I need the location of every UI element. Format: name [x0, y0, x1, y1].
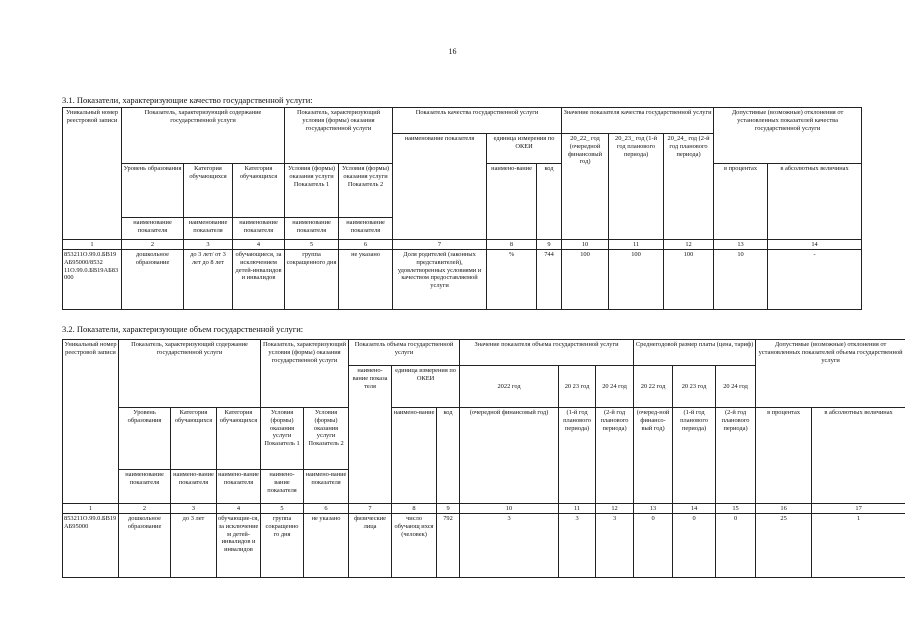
header-name-of-indicator: наимено-вание показателя — [171, 469, 217, 503]
section1-title: 3.1. Показатели, характеризующие качество государственной услуги: — [62, 95, 313, 105]
header-volume-values: Значение показателя объема государственной услуги — [460, 340, 634, 366]
header-name-of-indicator: наимено-вание показателя — [261, 469, 304, 503]
cell-registry-number: 853211О.99.0.БВ19АБ95000 — [63, 513, 119, 577]
cell-condition-1: группа сокращенного дня — [285, 249, 339, 309]
cell-condition-2: не указано — [339, 249, 393, 309]
header-name-of-indicator: наимено-вание показателя — [217, 469, 261, 503]
header-fee-year-1: 20 22 год — [634, 365, 673, 407]
header-volume-indicator: Показатель объема государственной услуги — [349, 340, 460, 366]
cell-deviation-absolute: - — [768, 249, 862, 309]
header-volume-year-1: 2022 год — [460, 365, 559, 407]
cell-value-year-2: 100 — [609, 249, 664, 309]
page-number: 16 — [448, 47, 457, 56]
header-conditions-indicator: Показатель, характеризующий условия (формы) оказания государственной услуги — [261, 340, 349, 366]
header-year-3: 20_24_ год (2-й год планового периода) — [664, 133, 714, 239]
cell-category-age: до 3 лет — [171, 513, 217, 577]
header-okei-name: наимено-вание — [392, 407, 437, 503]
column-number: 4 — [233, 239, 285, 249]
header-condition-2: Условия (формы) оказания услуги Показатель 2 — [339, 163, 393, 217]
header-name-of-indicator: наименование показателя — [233, 217, 285, 239]
column-number: 14 — [768, 239, 862, 249]
header-quality-values: Значение показателя качества государственной услуги — [562, 108, 714, 134]
column-number: 1 — [63, 503, 119, 513]
header-content-blank — [119, 365, 261, 407]
cell-deviation-absolute: 1 — [812, 513, 905, 577]
header-name-of-indicator: наименование показателя — [119, 469, 171, 503]
header-category-1: Категория обучающихся — [184, 163, 233, 217]
column-number: 10 — [562, 239, 609, 249]
header-okei-code: код — [537, 163, 562, 239]
header-name-of-indicator: наимено-вание показателя — [304, 469, 349, 503]
column-number: 9 — [437, 503, 460, 513]
header-unique-id: Уникальный номер реестровой записи — [63, 340, 119, 504]
cell-condition-1: группа сокращенно го дня — [261, 513, 304, 577]
column-number: 12 — [664, 239, 714, 249]
column-number: 13 — [634, 503, 673, 513]
header-indicator-name: наименование показателя — [393, 133, 487, 239]
header-fee-year-2: 20 23 год — [673, 365, 716, 407]
header-conditions-blank — [285, 133, 393, 163]
header-year-1: 20_22_ год (очередной финансовый год) — [562, 133, 609, 239]
header-content-indicator: Показатель, характеризующий содержание государственной услуги — [119, 340, 261, 366]
header-category-2: Категория обучающихся — [217, 407, 261, 469]
header-name-of-indicator: наименование показателя — [122, 217, 184, 239]
column-number: 15 — [716, 503, 756, 513]
header-okei-code: код — [437, 407, 460, 503]
header-unique-id: Уникальный номер реестровой записи — [63, 108, 122, 240]
header-volume-year-1-sub: (очередной финансовый год) — [460, 407, 559, 503]
column-number: 4 — [217, 503, 261, 513]
column-number: 2 — [119, 503, 171, 513]
cell-fee-year-3: 0 — [716, 513, 756, 577]
header-avg-fee: Среднегодовой размер платы (цена, тариф) — [634, 340, 756, 366]
column-number: 7 — [393, 239, 487, 249]
header-fee-year-1-sub: (очеред-ной финансо-вый год) — [634, 407, 673, 503]
column-number: 13 — [714, 239, 768, 249]
header-volume-year-2-sub: (1-й год планового периода) — [559, 407, 596, 503]
header-category-2: Категория обучающихся — [233, 163, 285, 217]
column-number: 8 — [487, 239, 537, 249]
header-category-1: Категория обучающихся — [171, 407, 217, 469]
cell-category-students: обучающиеся, за исключением детей-инвалидов и инвалидов — [233, 249, 285, 309]
cell-volume-year-2: 3 — [559, 513, 596, 577]
cell-education-level: дошкольное образование — [119, 513, 171, 577]
cell-condition-2: не указано — [304, 513, 349, 577]
cell-deviation-percent: 10 — [714, 249, 768, 309]
header-okei-name: наимено-вание — [487, 163, 537, 239]
column-number: 5 — [285, 239, 339, 249]
cell-registry-number: 853211О.99.0.БВ19АБ95000/8532 11О.99.0.БВ19АБ83000 — [63, 249, 122, 309]
cell-education-level: дошкольное образование — [122, 249, 184, 309]
header-in-percent: в процентах — [714, 163, 768, 239]
column-number: 5 — [261, 503, 304, 513]
header-okei-unit: единица измерения по ОКЕИ — [487, 133, 562, 163]
column-number: 7 — [349, 503, 392, 513]
cell-okei-code: 792 — [437, 513, 460, 577]
column-number: 14 — [673, 503, 716, 513]
header-volume-year-3-sub: (2-й год планового периода) — [596, 407, 634, 503]
header-name-of-indicator: наименование показателя — [184, 217, 233, 239]
column-number: 11 — [609, 239, 664, 249]
header-level: Уровень образования — [122, 163, 184, 217]
header-fee-year-3-sub: (2-й год планового периода) — [716, 407, 756, 503]
header-volume-year-2: 20 23 год — [559, 365, 596, 407]
cell-volume-year-1: 3 — [460, 513, 559, 577]
cell-category-age: до 3 лет/ от 3 лет до 8 лет — [184, 249, 233, 309]
header-fee-year-2-sub: (1-й год планового периода) — [673, 407, 716, 503]
column-number: 17 — [812, 503, 905, 513]
cell-deviation-percent: 25 — [756, 513, 812, 577]
cell-indicator-name: физические лица — [349, 513, 392, 577]
cell-fee-year-2: 0 — [673, 513, 716, 577]
header-content-blank — [122, 133, 285, 163]
column-number: 9 — [537, 239, 562, 249]
column-number: 6 — [304, 503, 349, 513]
volume-table — [62, 339, 905, 578]
column-number: 3 — [184, 239, 233, 249]
header-in-absolute: в абсолютных величинах — [812, 407, 905, 503]
header-fee-year-3: 20 24 год — [716, 365, 756, 407]
column-number: 12 — [596, 503, 634, 513]
cell-fee-year-1: 0 — [634, 513, 673, 577]
header-indicator-name: наимено-вание показа теля — [349, 365, 392, 503]
cell-okei-name: % — [487, 249, 537, 309]
header-content-indicator: Показатель, характеризующий содержание государственной услуги — [122, 108, 285, 134]
header-conditions-blank — [261, 365, 349, 407]
header-quality-indicator: Показатель качества государственной услуги — [393, 108, 562, 134]
cell-indicator-name: Доля родителей (законных представителей), удовлетворенных условиями и качеством предоставляемой услуги — [393, 249, 487, 309]
column-number: 2 — [122, 239, 184, 249]
header-name-of-indicator: наименование показателя — [285, 217, 339, 239]
header-in-percent: в процентах — [756, 407, 812, 503]
column-number: 11 — [559, 503, 596, 513]
quality-table — [62, 107, 862, 310]
cell-value-year-1: 100 — [562, 249, 609, 309]
column-number: 16 — [756, 503, 812, 513]
column-number: 3 — [171, 503, 217, 513]
header-conditions-indicator: Показатель, характеризующий условия (формы) оказания государственной услуги — [285, 108, 393, 134]
header-condition-1: Условия (формы) оказания услуги Показатель 1 — [285, 163, 339, 217]
cell-okei-name: число обучающ ихся (человек) — [392, 513, 437, 577]
cell-category-students: обучающие-ся, за исключение м детей-инвалидов и инвалидов — [217, 513, 261, 577]
header-level: Уровень образования — [119, 407, 171, 469]
header-condition-1: Условия (формы) оказания услуги Показатель 1 — [261, 407, 304, 469]
header-volume-year-3: 20 24 год — [596, 365, 634, 407]
header-name-of-indicator: наименование показателя — [339, 217, 393, 239]
header-in-absolute: в абсолютных величинах — [768, 163, 862, 239]
column-number: 6 — [339, 239, 393, 249]
column-number: 1 — [63, 239, 122, 249]
cell-volume-year-3: 3 — [596, 513, 634, 577]
column-number: 10 — [460, 503, 559, 513]
header-okei-unit: единица измерения по ОКЕИ — [392, 365, 460, 407]
column-number: 8 — [392, 503, 437, 513]
cell-okei-code: 744 — [537, 249, 562, 309]
header-year-2: 20_23_ год (1-й год планового периода) — [609, 133, 664, 239]
header-allowed-deviation: Допустимые (возможные) отклонения от установленных показателей объема государственной услуги — [756, 340, 905, 408]
cell-value-year-3: 100 — [664, 249, 714, 309]
section2-title: 3.2. Показатели, характеризующие объем государственной услуги: — [62, 324, 304, 334]
header-allowed-deviation: Допустимые (возможные) отклонения от установленных показателей качества государственной услуги — [714, 108, 862, 164]
header-condition-2: Условия (формы) оказания услуги Показатель 2 — [304, 407, 349, 469]
